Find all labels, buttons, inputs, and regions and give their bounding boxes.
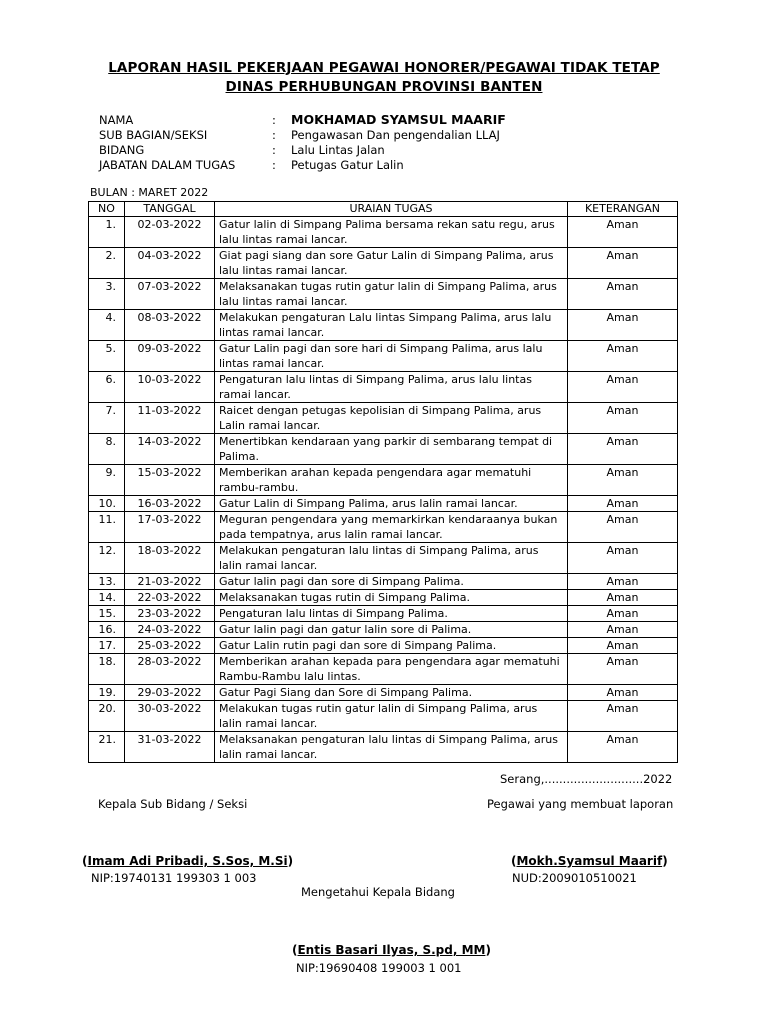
row-uraian: Melakukan pengaturan lalu lintas di Simpang Palima, arus lalin ramai lancar. <box>215 543 568 574</box>
info-value-jabatan: Petugas Gatur Lalin <box>291 158 404 172</box>
row-uraian: Giat pagi siang dan sore Gatur Lalin di Simpang Palima, arus lalu lintas ramai lancar. <box>215 248 568 279</box>
row-no: 12. <box>89 543 125 574</box>
row-keterangan: Aman <box>568 701 678 732</box>
table-body <box>89 217 678 763</box>
row-uraian: Gatur lalin di Simpang Palima bersama rekan satu regu, arus lalu lintas ramai lancar. <box>215 217 568 248</box>
table-row <box>89 372 678 403</box>
row-tanggal: 08-03-2022 <box>125 310 215 341</box>
table-row <box>89 403 678 434</box>
table-row <box>89 638 678 654</box>
row-uraian: Meguran pengendara yang memarkirkan kendaraanya bukan pada tempatnya, arus lalin ramai lancar. <box>215 512 568 543</box>
info-value-nama: MOKHAMAD SYAMSUL MAARIF <box>291 112 506 127</box>
info-colon: : <box>272 128 276 142</box>
row-tanggal: 18-03-2022 <box>125 543 215 574</box>
row-no: 14. <box>89 590 125 606</box>
row-uraian: Gatur Lalin rutin pagi dan sore di Simpang Palima. <box>215 638 568 654</box>
row-no: 16. <box>89 622 125 638</box>
row-uraian: Memberikan arahan kepada para pengendara agar mematuhi Rambu-Rambu lalu lintas. <box>215 654 568 685</box>
table-row <box>89 654 678 685</box>
row-tanggal: 24-03-2022 <box>125 622 215 638</box>
row-no: 18. <box>89 654 125 685</box>
row-no: 19. <box>89 685 125 701</box>
table-row <box>89 310 678 341</box>
head-signer-nip: NIP:19690408 199003 1 001 <box>296 961 462 975</box>
row-no: 11. <box>89 512 125 543</box>
row-uraian: Melaksanakan pengaturan lalu lintas di Simpang Palima, arus lalin ramai lancar. <box>215 732 568 763</box>
report-month: BULAN : MARET 2022 <box>90 186 209 199</box>
table-row <box>89 512 678 543</box>
table-row <box>89 496 678 512</box>
row-keterangan: Aman <box>568 248 678 279</box>
report-title-line1: LAPORAN HASIL PEKERJAAN PEGAWAI HONORER/PEGAWAI TIDAK TETAP <box>108 60 660 76</box>
row-keterangan: Aman <box>568 574 678 590</box>
row-keterangan: Aman <box>568 606 678 622</box>
table-row <box>89 606 678 622</box>
row-tanggal: 23-03-2022 <box>125 606 215 622</box>
report-title-line2: DINAS PERHUBUNGAN PROVINSI BANTEN <box>225 79 543 95</box>
right-signer-role: Pegawai yang membuat laporan <box>487 797 674 811</box>
row-tanggal: 28-03-2022 <box>125 654 215 685</box>
right-signer-nip: NUD:2009010510021 <box>512 871 637 885</box>
header-uraian: URAIAN TUGAS <box>215 202 568 217</box>
left-signer-name-text: Imam Adi Pribadi, S.Sos, M.Si <box>87 854 288 868</box>
info-value-bidang: Lalu Lintas Jalan <box>291 143 385 157</box>
table-row <box>89 279 678 310</box>
row-keterangan: Aman <box>568 403 678 434</box>
right-signer-name: (Mokh.Syamsul Maarif) <box>511 854 668 868</box>
row-uraian: Melakukan pengaturan Lalu lintas Simpang Palima, arus lalu lintas ramai lancar. <box>215 310 568 341</box>
row-uraian: Gatur Lalin di Simpang Palima, arus lalin ramai lancar. <box>215 496 568 512</box>
row-uraian: Raicet dengan petugas kepolisian di Simpang Palima, arus Lalin ramai lancar. <box>215 403 568 434</box>
left-signer-name: (Imam Adi Pribadi, S.Sos, M.Si) <box>82 854 294 868</box>
row-keterangan: Aman <box>568 310 678 341</box>
table-row <box>89 590 678 606</box>
left-signer-role: Kepala Sub Bidang / Seksi <box>98 797 248 811</box>
row-keterangan: Aman <box>568 279 678 310</box>
row-no: 2. <box>89 248 125 279</box>
table-row <box>89 248 678 279</box>
info-label-nama: NAMA <box>99 113 134 127</box>
row-keterangan: Aman <box>568 496 678 512</box>
row-keterangan: Aman <box>568 341 678 372</box>
row-tanggal: 29-03-2022 <box>125 685 215 701</box>
row-uraian: Menertibkan kendaraan yang parkir di sembarang tempat di Palima. <box>215 434 568 465</box>
row-tanggal: 21-03-2022 <box>125 574 215 590</box>
row-no: 17. <box>89 638 125 654</box>
row-keterangan: Aman <box>568 654 678 685</box>
info-value-sub-bagian: Pengawasan Dan pengendalian LLAJ <box>291 128 500 142</box>
table-row <box>89 434 678 465</box>
row-no: 1. <box>89 217 125 248</box>
info-label-jabatan: JABATAN DALAM TUGAS <box>99 158 236 172</box>
table-row <box>89 465 678 496</box>
row-keterangan: Aman <box>568 685 678 701</box>
place-date: Serang,...........................2022 <box>500 772 673 786</box>
row-no: 8. <box>89 434 125 465</box>
table-row <box>89 543 678 574</box>
info-colon: : <box>272 143 276 157</box>
row-uraian: Gatur Pagi Siang dan Sore di Simpang Palima. <box>215 685 568 701</box>
row-tanggal: 15-03-2022 <box>125 465 215 496</box>
row-tanggal: 30-03-2022 <box>125 701 215 732</box>
task-table <box>88 201 678 763</box>
table-row <box>89 685 678 701</box>
row-uraian: Melakukan tugas rutin gatur lalin di Simpang Palima, arus lalin ramai lancar. <box>215 701 568 732</box>
header-no: NO <box>89 202 125 217</box>
row-keterangan: Aman <box>568 590 678 606</box>
row-no: 9. <box>89 465 125 496</box>
row-tanggal: 02-03-2022 <box>125 217 215 248</box>
row-uraian: Gatur lalin pagi dan gatur lalin sore di Palima. <box>215 622 568 638</box>
row-no: 7. <box>89 403 125 434</box>
table-row <box>89 732 678 763</box>
row-no: 4. <box>89 310 125 341</box>
header-keterangan: KETERANGAN <box>568 202 678 217</box>
row-keterangan: Aman <box>568 217 678 248</box>
row-uraian: Melaksanakan tugas rutin gatur lalin di Simpang Palima, arus lalu lintas ramai lancar. <box>215 279 568 310</box>
row-tanggal: 31-03-2022 <box>125 732 215 763</box>
row-keterangan: Aman <box>568 372 678 403</box>
row-tanggal: 04-03-2022 <box>125 248 215 279</box>
row-no: 6. <box>89 372 125 403</box>
row-tanggal: 17-03-2022 <box>125 512 215 543</box>
row-tanggal: 07-03-2022 <box>125 279 215 310</box>
row-keterangan: Aman <box>568 732 678 763</box>
row-uraian: Gatur lalin pagi dan sore di Simpang Palima. <box>215 574 568 590</box>
row-tanggal: 09-03-2022 <box>125 341 215 372</box>
info-colon: : <box>272 113 276 127</box>
row-no: 21. <box>89 732 125 763</box>
row-no: 3. <box>89 279 125 310</box>
right-signer-name-text: Mokh.Syamsul Maarif <box>516 854 663 868</box>
row-no: 15. <box>89 606 125 622</box>
header-tanggal: TANGGAL <box>125 202 215 217</box>
row-tanggal: 25-03-2022 <box>125 638 215 654</box>
row-uraian: Gatur Lalin pagi dan sore hari di Simpang Palima, arus lalu lintas ramai lancar. <box>215 341 568 372</box>
info-label-sub-bagian: SUB BAGIAN/SEKSI <box>99 128 208 142</box>
row-uraian: Pengaturan lalu lintas di Simpang Palima, arus lalu lintas ramai lancar. <box>215 372 568 403</box>
row-keterangan: Aman <box>568 543 678 574</box>
row-keterangan: Aman <box>568 512 678 543</box>
head-signer-name-text: Entis Basari Ilyas, S.pd, MM <box>297 943 486 957</box>
row-uraian: Melaksanakan tugas rutin di Simpang Palima. <box>215 590 568 606</box>
info-colon: : <box>272 158 276 172</box>
head-signer-role: Mengetahui Kepala Bidang <box>301 885 455 899</box>
row-tanggal: 11-03-2022 <box>125 403 215 434</box>
table-header-row <box>89 202 678 217</box>
row-no: 10. <box>89 496 125 512</box>
table-row <box>89 701 678 732</box>
row-no: 13. <box>89 574 125 590</box>
row-uraian: Pengaturan lalu lintas di Simpang Palima. <box>215 606 568 622</box>
info-label-bidang: BIDANG <box>99 143 145 157</box>
row-keterangan: Aman <box>568 638 678 654</box>
table-row <box>89 622 678 638</box>
row-keterangan: Aman <box>568 434 678 465</box>
row-uraian: Memberikan arahan kepada pengendara agar mematuhi rambu-rambu. <box>215 465 568 496</box>
row-no: 5. <box>89 341 125 372</box>
table-row <box>89 217 678 248</box>
row-keterangan: Aman <box>568 622 678 638</box>
row-keterangan: Aman <box>568 465 678 496</box>
row-tanggal: 14-03-2022 <box>125 434 215 465</box>
row-tanggal: 10-03-2022 <box>125 372 215 403</box>
left-signer-nip: NIP:19740131 199303 1 003 <box>91 871 257 885</box>
table-row <box>89 574 678 590</box>
head-signer-name: (Entis Basari Ilyas, S.pd, MM) <box>292 943 491 957</box>
row-tanggal: 16-03-2022 <box>125 496 215 512</box>
row-tanggal: 22-03-2022 <box>125 590 215 606</box>
row-no: 20. <box>89 701 125 732</box>
table-row <box>89 341 678 372</box>
